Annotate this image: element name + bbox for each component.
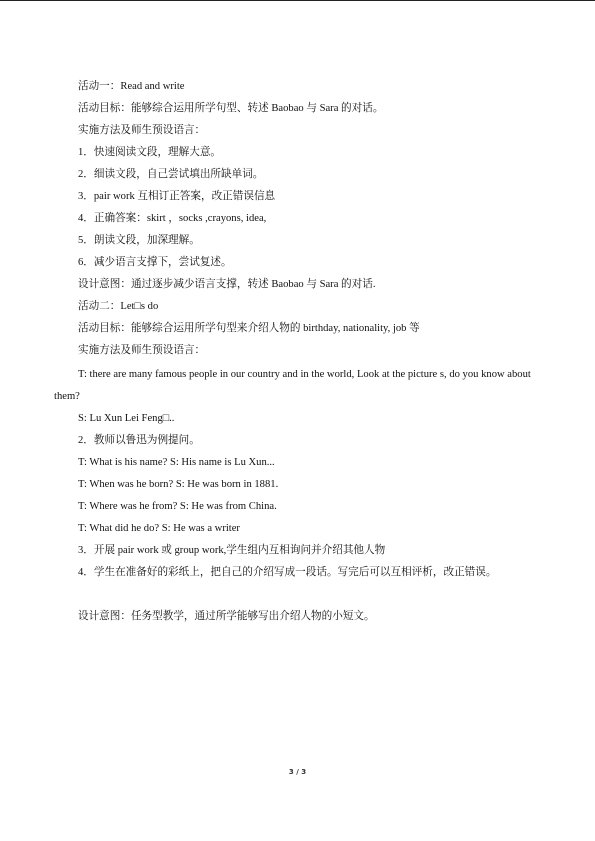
design-intent-one: 设计意图：通过逐步减少语言支撑，转述 Baobao 与 Sara 的对话. [78, 279, 376, 290]
step-2: 2．细读文段，自己尝试填出所缺单词。 [78, 169, 264, 180]
dialogue-from: T: Where was he from? S: He was from China. [78, 501, 277, 512]
page-top-border [0, 0, 595, 1]
activity-one-heading: 活动一：Read and write [78, 81, 185, 92]
activity-two-goal: 活动目标：能够综合运用所学句型来介绍人物的 birthday, nationality, job 等 [78, 323, 420, 334]
dialogue-born: T: When was he born? S: He was born in 1881. [78, 479, 279, 490]
teacher-example-step: 2．教师以鲁迅为例提问。 [78, 435, 200, 446]
method-heading: 实施方法及师生预设语言： [78, 125, 206, 136]
design-intent-two: 设计意图：任务型教学，通过所学能够写出介绍人物的小短文。 [78, 611, 375, 622]
page-number: 3 / 3 [288, 768, 307, 776]
step-5: 5．朗读文段，加深理解。 [78, 235, 200, 246]
activity-two-heading: 活动二：Let□s do [78, 301, 159, 312]
method-heading-two: 实施方法及师生预设语言： [78, 345, 206, 356]
step-4: 4．正确答案：skirt ，socks ,crayons, idea, [78, 213, 267, 224]
teacher-question-paragraph: T: there are many famous people in our country and in the world, Look at the picture s, do you know about them? [54, 369, 531, 402]
step-3: 3．pair work 互相订正答案，改正错误信息 [78, 191, 276, 202]
dialogue-name: T: What is his name? S: His name is Lu Xun... [78, 457, 275, 468]
step-1: 1．快速阅读文段，理解大意。 [78, 147, 222, 158]
writing-step-paragraph: 4．学生在准备好的彩纸上，把自己的介绍写成一段话。写完后可以互相评析，改正错误。 [78, 567, 497, 578]
dialogue-job: T: What did he do? S: He was a writer [78, 523, 240, 534]
step-6: 6．减少语言支撑下，尝试复述。 [78, 257, 232, 268]
student-answer-line: S: Lu Xun Lei Feng□.. [78, 413, 175, 424]
step-pair-work: 3．开展 pair work 或 group work,学生组内互相询问并介绍其他人物 [78, 545, 386, 556]
activity-one-goal: 活动目标：能够综合运用所学句型、转述 Baobao 与 Sara 的对话。 [78, 103, 384, 114]
